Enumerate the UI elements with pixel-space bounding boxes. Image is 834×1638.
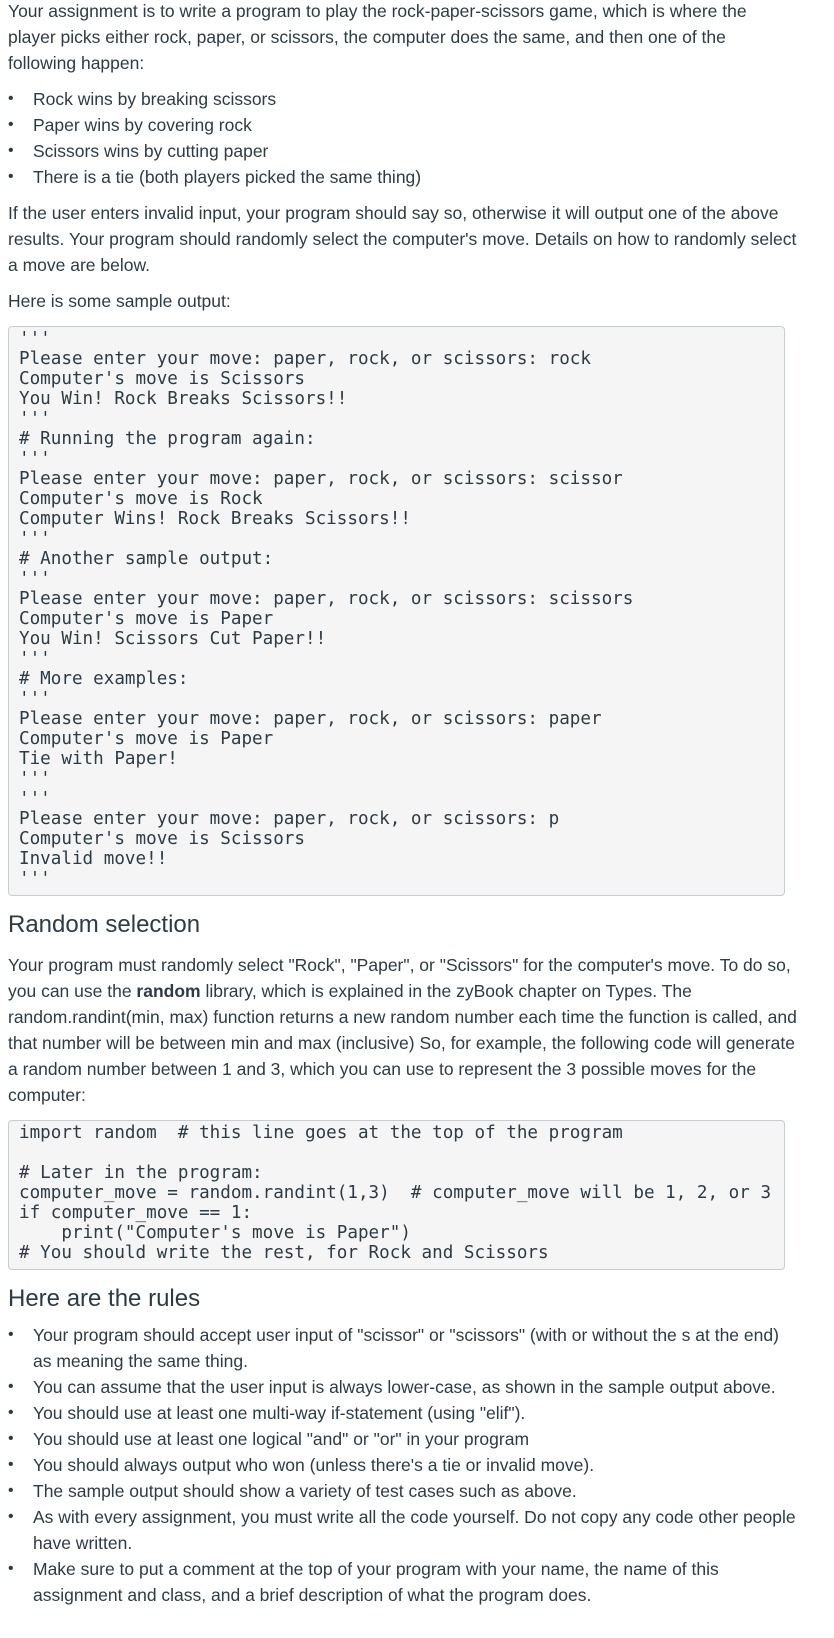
- code-line: # More examples:: [19, 669, 189, 689]
- rules-heading: Here are the rules: [8, 1285, 201, 1312]
- list-item: • You should always output who won (unless there's a tie or invalid move).: [8, 1452, 798, 1478]
- list-item: • There is a tie (both players picked the same thing): [8, 164, 798, 190]
- code-line: [19, 1143, 774, 1163]
- code-line: Computer's move is Paper: [19, 729, 274, 749]
- code-line: # Another sample output:: [19, 549, 274, 569]
- outcomes-list: [8, 86, 798, 190]
- code-line: # Running the program again:: [19, 429, 316, 449]
- list-item: • Paper wins by covering rock: [8, 112, 798, 138]
- code-line: Computer's move is Scissors: [19, 829, 305, 849]
- code-line: Please enter your move: paper, rock, or scissors: rock: [19, 349, 591, 369]
- code-line: # You should write the rest, for Rock and Scissors: [19, 1243, 549, 1263]
- code-line: Please enter your move: paper, rock, or scissors: scissors: [19, 589, 634, 609]
- list-item: • You should use at least one logical "and" or "or" in your program: [8, 1426, 798, 1452]
- random-library-name: random: [136, 981, 201, 1001]
- code-line: ''': [19, 689, 51, 709]
- code-line: ''': [19, 449, 51, 469]
- code-line: ''': [19, 409, 51, 429]
- code-line: import random # this line goes at the top of the program: [19, 1123, 623, 1143]
- code-line: ''': [19, 569, 51, 589]
- invalid-input-paragraph: If the user enters invalid input, your program should say so, otherwise it will output one of the above results. Your program should randomly select the computer's move. Details on how to randomly select a move are below.: [8, 203, 797, 275]
- list-item: • Make sure to put a comment at the top of your program with your name, the name of this assignment and class, and a brief description of what the program does.: [8, 1556, 798, 1608]
- code-line: ''': [19, 869, 51, 889]
- code-line: Computer's move is Paper: [19, 609, 274, 629]
- code-line: Computer's move is Scissors: [19, 369, 305, 389]
- code-line: Tie with Paper!: [19, 749, 178, 769]
- code-line: if computer_move == 1:: [19, 1203, 253, 1223]
- code-line: Invalid move!!: [19, 849, 168, 869]
- code-line: computer_move = random.randint(1,3) # computer_move will be 1, 2, or 3: [19, 1183, 772, 1203]
- random-selection-paragraph: Your program must randomly select "Rock", "Paper", or "Scissors" for the computer's move. To do so, you can use the random library, which is explained in the zyBook chapter on Types. The random.randint(min, max) function returns a new random number each time the function is called, and that number will be between min and max (inclusive) So, for example, the following code will generate a random number between 1 and 3, which you can use to represent the 3 possible moves for the computer:: [8, 955, 797, 1105]
- code-line: Computer's move is Rock: [19, 489, 263, 509]
- intro-paragraph: Your assignment is to write a program to play the rock-paper-scissors game, which is where the player picks either rock, paper, or scissors, the computer does the same, and then one of the following happen:: [8, 1, 747, 73]
- list-item: • As with every assignment, you must write all the code yourself. Do not copy any code other people have written.: [8, 1504, 798, 1556]
- code-line: ''': [19, 789, 51, 809]
- rules-list: [8, 1322, 798, 1608]
- code-line: ''': [19, 529, 51, 549]
- code-line: Please enter your move: paper, rock, or scissors: scissor: [19, 469, 623, 489]
- list-item: • You should use at least one multi-way if-statement (using "elif").: [8, 1400, 798, 1426]
- code-line: Please enter your move: paper, rock, or scissors: paper: [19, 709, 602, 729]
- list-item: • You can assume that the user input is always lower-case, as shown in the sample output above.: [8, 1374, 798, 1400]
- code-line: ''': [19, 769, 51, 789]
- sample-output-code-block: [8, 326, 785, 896]
- list-item: • Your program should accept user input of "scissor" or "scissors" (with or without the s at the end) as meaning the same thing.: [8, 1322, 798, 1374]
- list-item: • Scissors wins by cutting paper: [8, 138, 798, 164]
- code-line: # Later in the program:: [19, 1163, 263, 1183]
- random-selection-heading: Random selection: [8, 911, 201, 938]
- list-item: • The sample output should show a variety of test cases such as above.: [8, 1478, 798, 1504]
- code-line: print("Computer's move is Paper"): [19, 1223, 411, 1243]
- code-line: You Win! Rock Breaks Scissors!!: [19, 389, 348, 409]
- list-item: • Rock wins by breaking scissors: [8, 86, 798, 112]
- sample-output-intro: Here is some sample output:: [8, 291, 231, 311]
- code-line: Please enter your move: paper, rock, or scissors: p: [19, 809, 560, 829]
- code-line: ''': [19, 649, 51, 669]
- code-line: ''': [19, 329, 51, 349]
- code-line: Computer Wins! Rock Breaks Scissors!!: [19, 509, 411, 529]
- code-line: You Win! Scissors Cut Paper!!: [19, 629, 327, 649]
- random-code-block: [8, 1120, 785, 1270]
